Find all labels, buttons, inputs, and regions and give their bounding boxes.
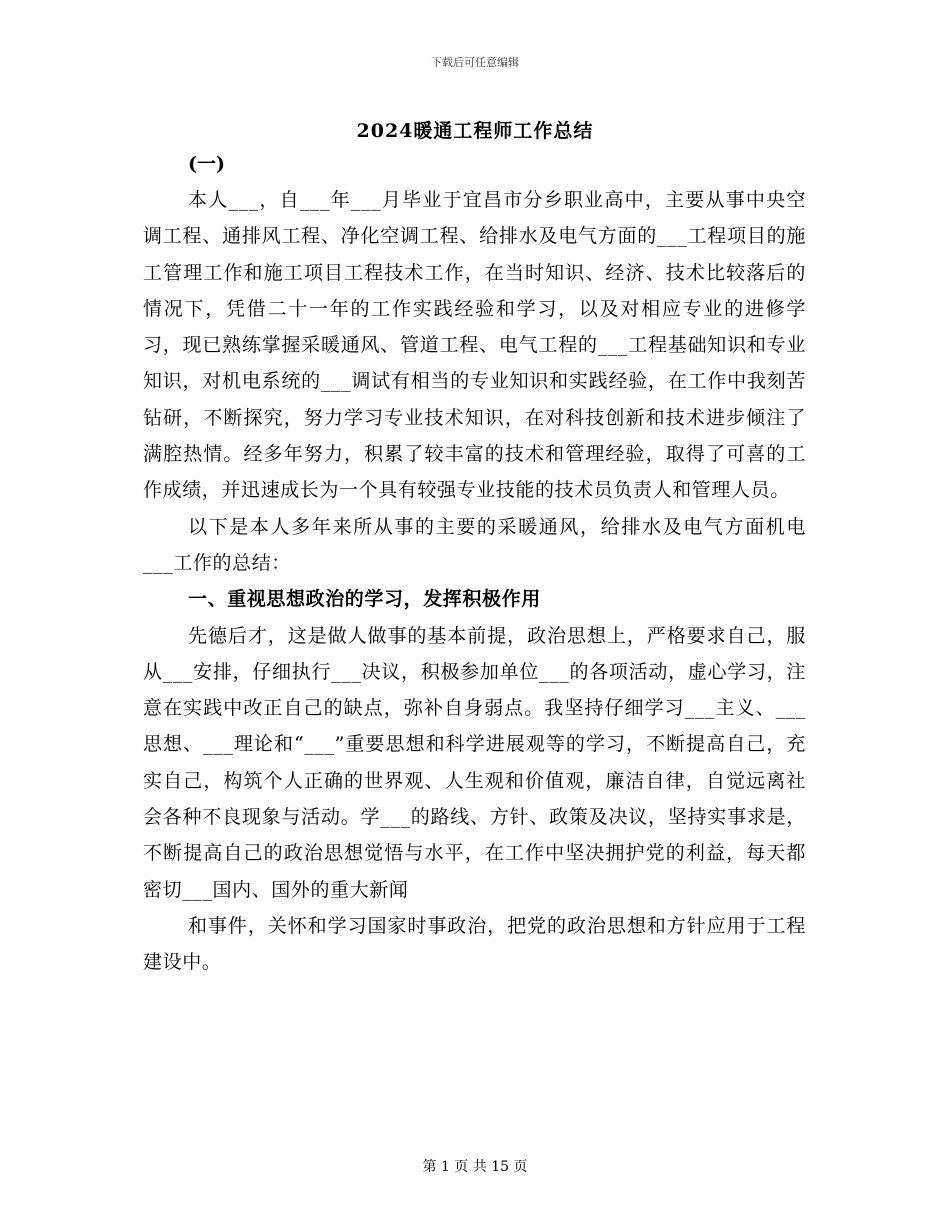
politics-paragraph-continued: 和事件，关怀和学习国家时事政治，把党的政治思想和方针应用于工程建设中。: [143, 914, 806, 974]
document-body: [143, 146, 806, 981]
section-heading-1: 一、重视思想政治的学习，发挥积极作用: [188, 588, 541, 611]
politics-paragraph: 先德后才，这是做人做事的基本前提，政治思想上，严格要求自己，服从___安排，仔细执行___决议，积极参加单位___的各项活动，虚心学习，注意在实践中改正自己的缺点，弥补自身弱点。我坚持仔细学习___主义、___思想、___理论和“___”重要思想和科学进展观等的学习，不断提高自己，充实自己，构筑个人正确的世界观、人生观和价值观，廉洁自律，自觉远离社会各种不良现象与活动。学___的路线、方针、政策及决议，坚持实事求是，不断提高自己的政治思想觉悟与水平，在工作中坚决拥护党的利益，每天都密切___国内、国外的重大新闻: [143, 624, 806, 901]
intro-paragraph: 本人___，自___年___月毕业于宜昌市分乡职业高中，主要从事中央空调工程、通排风工程、净化空调工程、给排水及电气方面的___工程项目的施工管理工作和施工项目工程技术工作，在当时知识、经济、技术比较落后的情况下，凭借二十一年的工作实践经验和学习，以及对相应专业的进修学习，现已熟练掌握采暖通风、管道工程、电气工程的___工程基础知识和专业知识，对机电系统的___调试有相当的专业知识和实践经验，在工作中我刻苦钻研，不断探究，努力学习专业技术知识，在对科技创新和技术进步倾注了满腔热情。经多年努力，积累了较丰富的技术和管理经验，取得了可喜的工作成绩，并迅速成长为一个具有较强专业技能的技术员负责人和管理人员。: [143, 189, 806, 502]
section-marker: (一): [188, 153, 225, 175]
page-number-footer: 第 1 页 共 15 页: [422, 1159, 528, 1175]
summary-lead-paragraph: 以下是本人多年来所从事的主要的采暖通风，给排水及电气方面机电___工作的总结：: [143, 515, 806, 574]
document-title: 2024暖通工程师工作总结: [356, 120, 594, 142]
page-header-note: 下载后可任意编辑: [431, 56, 519, 69]
